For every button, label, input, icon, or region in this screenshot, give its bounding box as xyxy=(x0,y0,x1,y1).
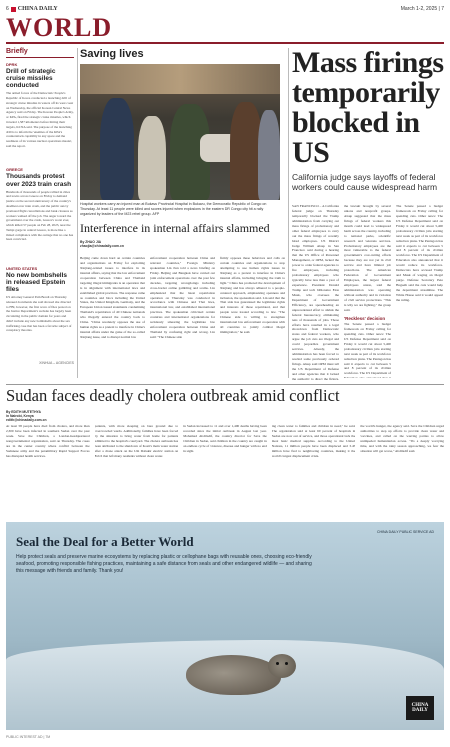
brief-headline: Drill of strategic cruise missiles conducted xyxy=(6,68,56,90)
column-divider xyxy=(77,48,78,378)
brand-mark-icon xyxy=(11,7,16,12)
public-service-ad xyxy=(6,522,444,730)
column-divider xyxy=(288,48,289,378)
mass-firings-body xyxy=(292,204,444,380)
brief-headline: Thousands protest over 2023 train crash xyxy=(6,173,72,188)
interference-headline: Interference in internal affairs slammed xyxy=(80,221,270,235)
brief-body: US Attorney General Pam Bondi on Thursday released documents she said showed she directed to FBI, however, the first wave of files posted on the Justice Department's website has largely been circulating in the public domain for years and didn't include any new bombshells about the sex trafficking case that has been a favorite subject of conspiracy theories. xyxy=(6,295,72,333)
sudan-body xyxy=(6,424,444,514)
brief-headline: No new bombshells in released Epstein files xyxy=(6,271,68,293)
brief-country: DPRK xyxy=(6,62,18,67)
interference-body xyxy=(80,256,285,380)
briefly-agency: XINHUA – AGENCIES xyxy=(39,361,74,366)
article-column: firmly opposes these behaviors and calls on certain countries and organizations to stop attempting to use human rights issues in Xinjiang as a pretext to interfere in China's internal affairs, including bringing the truth to light." China has promoted the development of Xinjiang and has always adhered to a people-centered approach, emphasizing openness and inclusion, the spokesman said. Lin said that the Thai side has guaranteed the legitimate rights and interests of those repatriated, and that people were treated according to law. "The Chinese side is willing to strengthen international law enforcement cooperation with all countries to jointly combat illegal immigration," he said. xyxy=(220,256,285,335)
brief-item-dprk xyxy=(6,62,74,161)
news-photo xyxy=(80,64,280,200)
article-column: Beijing came down hard on certain countries and organizations on Friday for exploiting Xinjiang-related issues to interfere in its internal affairs, saying that the law enforcement cooperation between China and Thailand targeting illegal immigrants is an operation that is in alignment with international laws and established global practices. The response came as countries and blocs including the United States, the United Kingdom, Germany, and the European Union issued statements condemning Thailand's repatriation of 40 Chinese nationals who illegally entered the country back to China. "China resolutely opposes the use of human rights as a pretext to interfere in China's internal affairs under the guise of the so-called Xinjiang issue, and to disrupt normal law xyxy=(80,256,145,339)
sudan-email: edith@chinadaily.com.cn xyxy=(6,418,47,422)
sudan-byline: By EDITH MUTETHYA xyxy=(6,410,41,414)
article-column: The Senate passed a budget framework on Friday calling for spending cuts. Other news: The US Defense Department said on Friday it would cut about 5,400 probationary civilian jobs starting next week as part of its workforce reduction plans. The Pentagon has said it expects to cut between 5 and 8 percent of its civilian workforce. The US Department of Education also announced that it would reduce its workforce. Democrats have accused Trump and Musk of waging an illegal purge. Defense Secretary Pete Hegseth said the cuts would help the department streamline. The White House said it would appeal the ruling. xyxy=(396,204,443,302)
sudan-byline-block xyxy=(6,410,47,422)
ad-tag: CHINA DAILY PUBLIC SERVICE AD xyxy=(377,530,434,534)
interference-email: zhaojia@chinadaily.com.cn xyxy=(80,244,124,248)
article-column: ing clean water to families and children in need," he said. The organization said at least 60 percent of hospitals in Sudan are now out of service, and those operational lack the most basic medical supplies. According to the United Nations, 11 million people have been displaced and 3.45 million have fled to neighboring countries, making it the world's largest displacement crisis. xyxy=(271,424,356,458)
mass-firings-subhead: California judge says layoffs of federal workers could cause widespread harm xyxy=(292,172,438,193)
briefly-label: Briefly xyxy=(6,48,74,58)
article-column: SAN FRANCISCO – A California federal judge on Thursday temporarily blocked the Trump administration from carrying out mass firings of probationary and other federal employees to carry out the mass firings of recently hired employees. US District Judge William Alsup in San Francisco said during a hearing that the US Office of Personnel Management, or OPM, lacked the power to order federal agencies to fire employees, including probationary employees who typically have less than a year of experience. President Donald Trump and tech billionaire Elon Musk, who oversees the Department of Government Efficiency, are spearheading an unprecedented effort to shrink the federal bureaucracy, eliminating tens of thousands of jobs. Those efforts have resulted in a legal showdown from Democratic states and federal workers, who argue the job cuts are illegal and could jeopardize government services. Already, the administration has been forced to rescind some previously ordered firings. Alsup said OPM must tell the US Department of Defense and other agencies that it lacked the authority to direct the firings. xyxy=(292,204,339,380)
article-column: patients, with more sleeping on bare ground due to overcrowded wards. Additionally, families have been forced by the situation to bring water from home for patients admitted to the hospital's courtyard. The cholera outbreak has been attributed to the shutdown of Kosti's main water station after a drone attack on the Um Dabakir electric station on Feb 6 that left many residents without clean water. xyxy=(94,424,179,458)
article-column: At least 58 people have died from cholera, and more than 2,300 have been infected in southern Sudan over the past week. Save the Children, a London-headquartered nongovernmental organization, said on Thursday. The cases are in the center country where conflict between the Sudanese army and the paramilitary Rapid Support Forces has disrupted health services. xyxy=(6,424,90,458)
brief-country: GREECE xyxy=(6,167,23,173)
article-column: the world's hunger, the agency said. Save the Children urged authorities to step up efforts to provide clean water and vaccines, and called on the warring parties to allow unimpeded humanitarian access. "It's a deeply worrying time, and with the rainy season approaching, we fear the situation will get worse," Abdiladif said. xyxy=(360,424,444,453)
masthead-logo xyxy=(6,6,58,12)
brief-item-greece xyxy=(6,167,74,259)
ad-title: Seal the Deal for a Better World xyxy=(16,534,194,549)
article-column: in Sudan increased to 11 and over 1,400 deaths having been recorded since the initial outbreak in August last year. Mohamed Abdiladif, the country director for Save the Children in Sudan, said children in the country are caught in an endless cycle of violence, disease and hunger with no end in sight. xyxy=(183,424,267,453)
article-column: The Senate passed a budget framework on Friday calling for spending cuts. Other news: The US Defense Department said on Friday it would cut about 5,400 probationary civilian jobs starting next week as part of its workforce reduction plans. The Pentagon has said it expects to cut between 5 and 8 percent of its civilian workforce. The US Department of xyxy=(344,322,391,376)
section-title: WORLD xyxy=(6,13,113,42)
sudan-headline: Sudan faces deadly cholera outbreak amid conflict xyxy=(6,386,340,405)
interference-byline: By ZHAO JIA xyxy=(80,240,102,244)
page-number: 6 xyxy=(6,6,9,12)
paper-name: CHINA DAILY xyxy=(17,6,58,12)
china-daily-logo: CHINA DAILY xyxy=(406,696,434,720)
photo-caption: Hospital workers carry an injured man at Bukavu Provincial Hospital in Bukavu, the Democratic Republic of Congo on Thursday. At least 11 people were killed and scores injured when explosions in the eastern DR Congo city hit a rally organized by leaders of the M23 rebel group. AFP xyxy=(80,202,267,216)
brief-body: Hundreds of thousands of people rallied in cities and towns across Greece on Friday to demand justice on the second anniversary of the country's deadliest ever train crash, and the public outcry promoted flight cancellations and bank closures as workers walked off the job. The anger toward the government over the crash, Greece's worst ever, which killed 57 people on Feb 28, 2023, near the Tempi gorge in central Greece, is more like a mixed compliance with the outrage that no one has been convicted. xyxy=(6,189,74,242)
sudan-place: in Nairobi, Kenya xyxy=(6,414,34,418)
photo-figure xyxy=(258,110,280,200)
brief-item-us xyxy=(6,266,74,355)
article-column: enforcement cooperation between China and relevant countries," Foreign Ministry spokesman Lin Jian told a news briefing on Friday. Beijing and Bangkok have carried out joint enforcement operations over the past few decades, targeting wrongdoings including cross-border online gambling and scams. Lin emphasized that the latest repatriation operation on Thursday was conducted in accordance with Chinese and Thai laws, international law, and established international practices. The spokesman criticized certain countries and international organizations for recklessly smearing the legitimate law enforcement cooperation between China and Thailand by confusing right and wrong. Lin said: "The Chinese side xyxy=(150,256,215,339)
article-column: the lawsuit brought by several unions and nonprofit groups. Alsup suggested that the mass firings of federal workers this month could lead to widespread harm across the country, including to national parks, scientific research and veterans services. Probationary employees are the most vulnerable to the federal government's cost-cutting efforts because they are not yet in civil service and have limited job protections. The American Federation of Government Employees, the largest federal employees union, said the administration was operating without authority and in violation of civil service protections. "This is why we are fighting," the group said. xyxy=(344,204,391,312)
seal-head-image xyxy=(268,654,296,678)
seal-image xyxy=(186,655,281,695)
brief-body: The armed forces of the Democratic People's Republic of Korea conducted a launching drill of strategic cruise missiles in waters off its west coast on Wednesday, the official Korean Central News Agency said on Friday. The Korean People's Army, or KPA, fired the strategic cruise missiles, which traveled 1,587 kilometers before hitting their targets, KCNA said. The purpose of the launching drill is to inform the 'enemies of the KPA's counterattack capability in any space and the readiness of its various nuclear operations means', said the report. xyxy=(6,91,74,148)
briefly-column xyxy=(6,48,74,365)
section-rule xyxy=(6,42,444,44)
brief-country: UNITED STATES xyxy=(6,265,38,271)
ad-text: Help protect seals and preserve marine ecosystems by replacing plastic or cellophane bags with reusable ones, choosing eco-friendly seafood, promoting responsible fishing practices, maintaining a safe distance from seals and other endangered wildlife — and sharing this message with friends and family. Thank you! xyxy=(16,554,312,574)
mass-firings-sublabel: 'Reckless' decision xyxy=(344,316,386,321)
photo-figure xyxy=(100,98,134,200)
saving-lives-label: Saving lives xyxy=(80,48,144,60)
photo-figure xyxy=(138,116,166,200)
section-divider xyxy=(6,384,444,385)
mass-firings-headline: Mass firings temporarily blocked in US xyxy=(292,46,444,169)
masthead-date: March 1-2, 2025 | 7 xyxy=(400,6,444,12)
saving-lives-block xyxy=(80,48,280,60)
page-footer: PUBLIC INTEREST AD | 7M xyxy=(6,735,51,739)
